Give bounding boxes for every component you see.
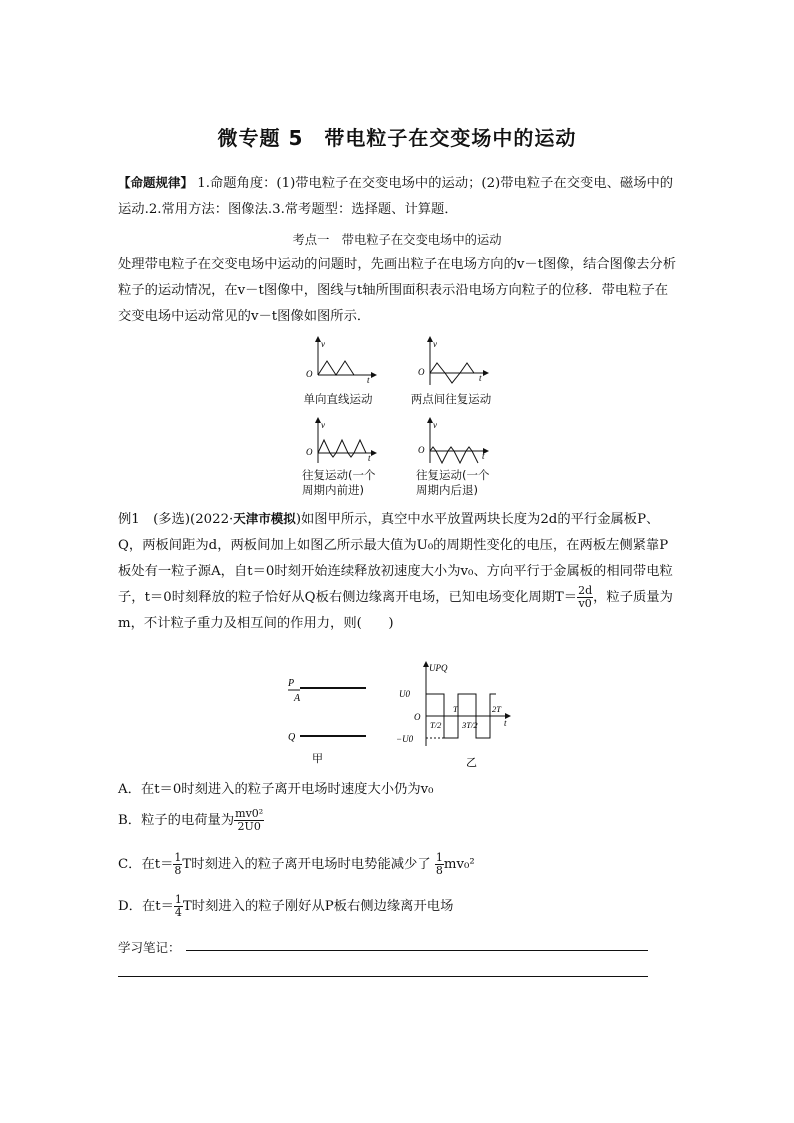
notes-line-1[interactable] bbox=[186, 950, 648, 951]
neg-u0-label: −U0 bbox=[396, 734, 414, 744]
caption-forward: 往复运动(一个周期内前进) bbox=[302, 468, 376, 497]
vt-graph-backward bbox=[418, 420, 486, 463]
period-fraction: $\frac{2d}{v0}$ bbox=[578, 584, 593, 610]
notes-label: 学习笔记： bbox=[118, 940, 181, 955]
caption-backward: 往复运动(一个周期内后退) bbox=[416, 468, 490, 497]
intro-paragraph: 处理带电粒子在交变电场中运动的问题时，先画出粒子在电场方向的v－t图像，结合图像去分析粒子的运动情况，在v－t图像中，图线与t轴所围面积表示沿电场方向粒子的位移．带电粒子在交变电场中运动常见的v－t图像如图所示． bbox=[118, 257, 677, 324]
option-d: D．在t＝ $\frac{1}{4}$ T时刻进入的粒子刚好从P板右侧边缘离开电场 bbox=[118, 893, 454, 919]
plate-p-label: P bbox=[288, 678, 295, 689]
example-label: 例1 bbox=[118, 512, 140, 527]
axis-v-label: v bbox=[321, 339, 325, 349]
t-half-label: T/2 bbox=[430, 720, 442, 730]
caption-unidirectional: 单向直线运动 bbox=[303, 392, 373, 406]
section-heading: 考点一 带电粒子在交变电场中的运动 bbox=[292, 233, 502, 247]
axis-t-label: t bbox=[367, 375, 370, 385]
origin-label: O bbox=[306, 369, 313, 379]
example-paragraph bbox=[118, 506, 678, 637]
two-t-label: 2T bbox=[492, 704, 501, 714]
option-a: A．在t＝0时刻进入的粒子离开电场时速度大小仍为v₀ bbox=[118, 782, 434, 797]
t-axis-label: t bbox=[504, 718, 507, 728]
example-text-1: (多选)(2022· bbox=[153, 512, 234, 527]
axis-t-label: t bbox=[479, 373, 482, 383]
figure-jia bbox=[282, 670, 382, 766]
plate-q-label: Q bbox=[288, 732, 296, 743]
figure-yi bbox=[396, 660, 516, 772]
axis-upq-label: UPQ bbox=[429, 663, 448, 673]
option-b: B．粒子的电荷量为 $\frac{\text{mv0²}}{2U0}$ bbox=[118, 807, 264, 833]
page-title: 微专题 5 带电粒子在交变场中的运动 bbox=[217, 126, 577, 150]
origin-label: O bbox=[306, 447, 313, 457]
vt-graph-unidirectional bbox=[306, 339, 374, 385]
rules-tag: 【命题规律】 bbox=[118, 175, 194, 190]
source-a-label: A bbox=[294, 693, 301, 704]
figure-jia-caption: 甲 bbox=[312, 753, 323, 765]
axis-v-label: v bbox=[321, 420, 325, 430]
three-t-half-label: 3T/2 bbox=[462, 720, 478, 730]
u0-label: U0 bbox=[399, 689, 410, 699]
t-label: T bbox=[453, 704, 458, 714]
example-text-3: ，粒子质量为m，不计粒子重力及相互间的作用力，则( ) bbox=[118, 590, 673, 631]
vt-graph-forward bbox=[306, 420, 374, 463]
figure-yi-caption: 乙 bbox=[466, 757, 477, 769]
example-text-2: )如图甲所示，真空中水平放置两块长度为2d的平行金属板P、Q，两板间距为d，两板间加上如图乙所示最大值为U₀的周期性变化的电压，在两板左侧紧靠P板处有一粒子源A，自t＝0时刻开始连续释放初速度大小为v₀、方向平行于金属板的相同带电粒子，t＝0时刻释放的粒子恰好从Q板右侧边缘离开电场，已知电场变化周期T＝ bbox=[118, 512, 673, 605]
origin-label: O bbox=[418, 445, 425, 455]
axis-v-label: v bbox=[433, 339, 437, 349]
rules-paragraph bbox=[118, 170, 678, 223]
caption-back-and-forth: 两点间往复运动 bbox=[410, 392, 492, 406]
notes-line-2[interactable] bbox=[118, 976, 648, 977]
origin-label: O bbox=[418, 367, 425, 377]
rules-text: 1.命题角度：(1)带电粒子在交变电场中的运动；(2)带电粒子在交变电、磁场中的运动.2.常用方法：图像法.3.常考题型：选择题、计算题． bbox=[118, 176, 674, 217]
axis-v-label: v bbox=[433, 420, 437, 430]
axis-t-label: t bbox=[368, 453, 371, 463]
option-c: C．在t＝ $\frac{1}{8}$ T时刻进入的粒子离开电场时电势能减少了 $\frac{1}{8}$ mv₀² bbox=[118, 851, 475, 877]
axis-t-label: t bbox=[482, 451, 485, 461]
vt-graph-back-and-forth bbox=[418, 339, 486, 385]
origin-label: O bbox=[414, 712, 421, 722]
example-source: 天津市模拟 bbox=[233, 511, 296, 526]
